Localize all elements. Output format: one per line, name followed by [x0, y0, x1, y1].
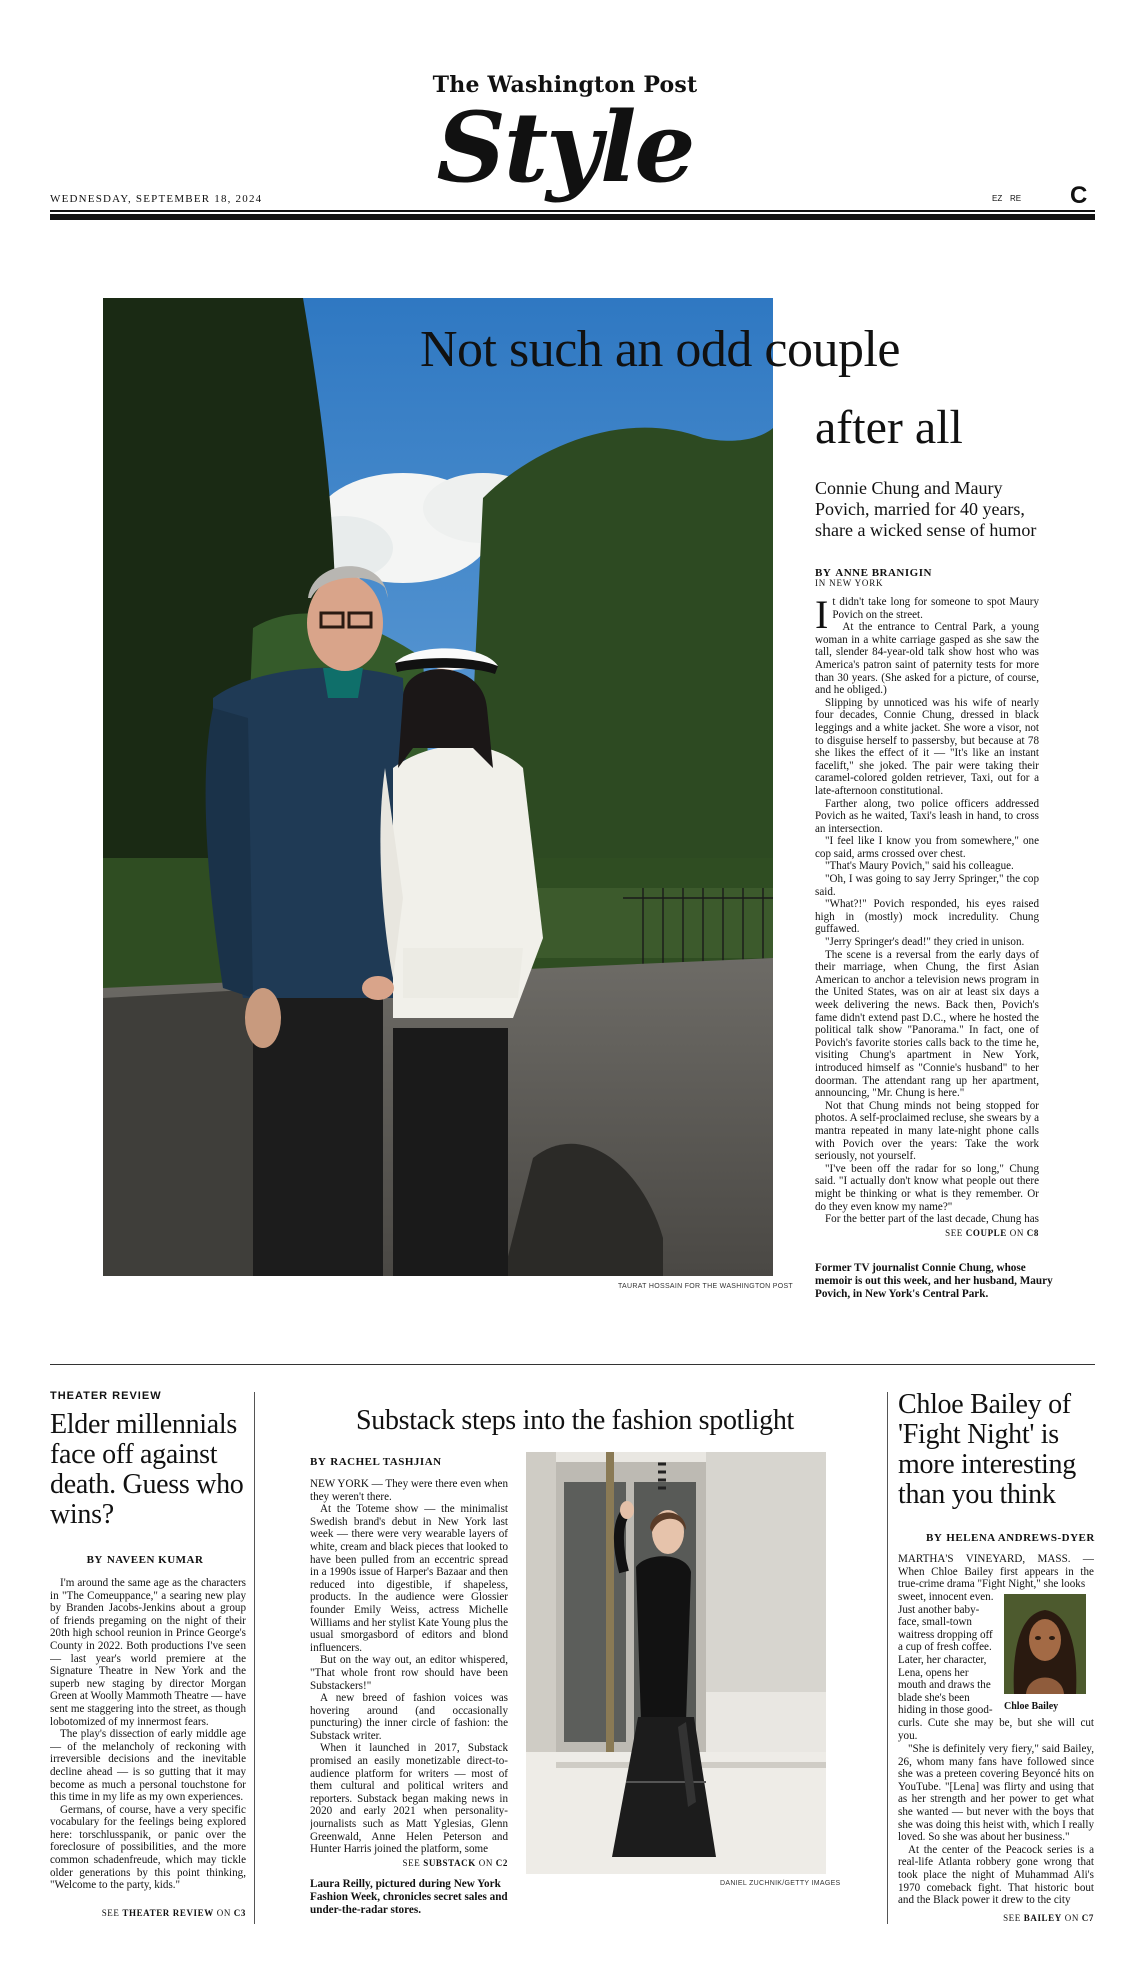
- substack-body: [310, 1478, 508, 1856]
- chloe-lede: MARTHA'S VINEYARD, MASS. — When Chloe Bailey first appears in the true-crime drama "Fight Night," she looks: [898, 1553, 1094, 1591]
- byline-prefix: BY: [815, 567, 832, 579]
- jump-on: ON: [216, 1908, 231, 1918]
- substack-paragraph: But on the way out, an editor whispered, "That whole front row should have been Substackers!": [310, 1654, 508, 1692]
- lead-paragraph: "Jerry Springer's dead!" they cried in unison.: [825, 936, 1025, 949]
- substack-cutline: Laura Reilly, pictured during New York Fashion Week, chronicles secret sales and under-the-radar stores.: [310, 1878, 508, 1916]
- jump-prefix: SEE: [402, 1858, 421, 1868]
- substack-photo-credit: DANIEL ZUCHNIK/GETTY IMAGES: [720, 1880, 841, 1887]
- byline-name: RACHEL TASHJIAN: [330, 1456, 442, 1468]
- section-name: Style: [436, 91, 694, 204]
- edition-code: EZ: [992, 194, 1003, 203]
- byline-name: ANNE BRANIGIN: [835, 567, 932, 579]
- lead-paragraph: For the better part of the last decade, Chung has: [825, 1213, 1039, 1226]
- chloe-headline: Chloe Bailey of 'Fight Night' is more interesting than you think: [898, 1389, 1076, 1510]
- chloe-byline: [926, 1528, 1095, 1546]
- chloe-paragraph: "She is definitely very fiery," said Bailey, 26, whom many fans have followed since she was a preteen covering Beyoncé hits on YouTube. "[Lena] was flirty and using that as her strength and her power to get what she wanted — but never with the boys that she was doing this heist with, which I really loved. So she was about her business.": [898, 1743, 1094, 1844]
- chloe-jump-line[interactable]: [898, 1913, 1094, 1923]
- chloe-photo: [1004, 1594, 1086, 1694]
- lead-paragraph: At the entrance to Central Park, a young woman in a white carriage gasped as she saw the tall, slender 84-year-old talk show host who was America's patron saint of paternity tests for more than 30 years. (She asked for a picture, of course, and he obliged.): [815, 621, 1039, 697]
- lead-byline-location: IN NEW YORK: [815, 578, 884, 588]
- edition-code: RE: [1010, 194, 1022, 203]
- jump-page: C7: [1081, 1913, 1094, 1923]
- jump-ref: THEATER REVIEW: [122, 1908, 214, 1918]
- substack-paragraph: When it launched in 2017, Substack promised an easily monetizable direct-to-audience platform for writers — most of them cultural and political writers and reporters. Substack began making news in 2020 and early 2021 when personality-journalists such as Matt Yglesias, Glenn Greenwald, Anne Helen Peterson and Hunter Harris joined the platform, some: [310, 1742, 508, 1856]
- lead-paragraph: t didn't take long for someone to spot Maury Povich on the street.: [832, 596, 1039, 621]
- lead-photo: [103, 298, 773, 1276]
- lead-paragraph: The scene is a reversal from the early days of their marriage, when Chung, the first Asian American to anchor a television news program in the United States, was on air at least six days a week delivering the news. Back then, Povich's fame didn't extend past D.C., where he hosted the political talk show "Panorama." In fact, one of Povich's favorite stories calls back to the time he, visiting Chung's apartment in New York, introduced himself as "Connie's husband" to her doorman. The attendant rang up her apartment, announcing, "Mr. Chung is here.": [815, 948, 1039, 1100]
- masthead-rule-thick: [50, 214, 1095, 220]
- substack-paragraph: At the Toteme show — the minimalist Swedish brand's debut in New York last week — there were very wearable layers of white, cream and black pieces that looked to have been pulled from an eccentric spread in a 1990s issue of Harper's Bazaar and then reduced into digestible, if shapeless, products. In the audience were Glossier founder Emily Weiss, actress Michelle Williams and her stylist Kate Young plus the usual smorgasbord of editors and blond influencers.: [310, 1503, 508, 1654]
- substack-byline: [310, 1452, 442, 1470]
- lead-paragraph: "I've been off the radar for so long," Chung said. "I actually don't know what people out there might be thinking or what is they remember. Or do they even know my name?": [815, 1162, 1039, 1213]
- dropcap: I: [815, 596, 829, 637]
- lead-cutline: Former TV journalist Connie Chung, whose memoir is out this week, and her husband, Maury Povich, in New York's Central Park.: [815, 1262, 1053, 1300]
- lead-paragraph: Farther along, two police officers addressed Povich as he waited, Taxi's leash in hand, to cross an intersection.: [815, 797, 1039, 835]
- paper-name: The Washington Post: [432, 72, 698, 98]
- column-rule: [254, 1392, 255, 1924]
- chloe-body: [898, 1743, 1094, 1911]
- substack-paragraph: NEW YORK — They were there even when they weren't there.: [310, 1478, 508, 1503]
- section-divider: [50, 1364, 1095, 1365]
- lead-jump-line[interactable]: [815, 1228, 1039, 1238]
- jump-on: ON: [478, 1858, 493, 1868]
- lead-deck: Connie Chung and Maury Povich, married for 40 years, share a wicked sense of humor: [815, 478, 1037, 540]
- jump-on: ON: [1009, 1228, 1024, 1238]
- byline-prefix: BY: [926, 1532, 943, 1544]
- chloe-lede-wrap: sweet, innocent even. Just another baby-face, small-town waitress dropping off a cup of fresh coffee. Later, her character, Lena, opens her mouth and draws the blade she's been hiding in those good-: [898, 1591, 994, 1717]
- theater-body: [50, 1577, 246, 1903]
- masthead-rule: [50, 210, 1095, 212]
- jump-prefix: SEE: [101, 1908, 120, 1918]
- lead-paragraph: Not that Chung minds not being stopped for photos. A self-proclaimed recluse, she swears by a mantra repeated in many late-night phone calls with Povich over the years: Take the work seriously, not yourself.: [815, 1099, 1039, 1163]
- byline-name: NAVEEN KUMAR: [106, 1554, 204, 1566]
- theater-paragraph: Germans, of course, have a very specific vocabulary for the feelings being explored here: torschlusspanik, or panic over the foreclosure of possibilities, and the more common schadenfreude, which may tickle older generations by this point thinking, "Welcome to the party, kids.": [50, 1803, 246, 1892]
- substack-paragraph: A new breed of fashion voices was hovering around (and occasionally puncturing) the inner circle of fashion: the Substack writer.: [310, 1692, 508, 1742]
- theater-kicker: THEATER REVIEW: [50, 1390, 162, 1402]
- jump-ref: SUBSTACK: [423, 1858, 476, 1868]
- byline-prefix: BY: [86, 1554, 103, 1566]
- jump-page: C2: [495, 1858, 508, 1868]
- column-rule: [887, 1392, 888, 1924]
- dateline: WEDNESDAY, SEPTEMBER 18, 2024: [50, 193, 263, 205]
- substack-photo: [526, 1452, 826, 1874]
- theater-paragraph: The play's dissection of early middle age — of the melancholy of reckoning with irreversible decisions and the inevitable decline ahead — is so gutting that it may become as much a personal touchstone for this time in my life as my own experiences.: [50, 1728, 246, 1804]
- chloe-paragraph: At the center of the Peacock series is a real-life Atlanta robbery gone wrong that took place the night of Muhammad Ali's 1970 comeback fight. That historic bout and the Black power it drew to the city: [898, 1843, 1094, 1907]
- section-letter: C: [1070, 182, 1088, 209]
- lead-headline: Not such an odd couple: [420, 321, 901, 378]
- jump-on: ON: [1064, 1913, 1079, 1923]
- lead-paragraph: "What?!" Povich responded, his eyes raised high in (mostly) mock incredulity. Chung guffawed.: [815, 898, 1039, 936]
- lead-headline-continued: after all: [815, 401, 963, 454]
- lead-paragraph: "I feel like I know you from somewhere," one cop said, arms crossed over chest.: [815, 835, 1039, 860]
- lead-body: [815, 596, 1039, 1226]
- theater-headline: Elder millennials face off against death. Guess who wins?: [50, 1409, 244, 1530]
- theater-paragraph: I'm around the same age as the characters in "The Comeuppance," a searing new play by Branden Jacobs-Jenkins about a group of friends pregaming on the night of their 20th high school reunion in Prince George's County in 2022. Both productions I've seen — last year's world premiere at the Signature Theatre in New York and the superb new staging by director Morgan Green at Woolly Mammoth Theatre — have sent me staggering into the street, as though lobotomized of my innermost fears.: [50, 1577, 246, 1728]
- lead-paragraph: Slipping by unnoticed was his wife of nearly four decades, Connie Chung, dressed in black leggings and a white jacket. She wore a visor, not to disguise herself to passersby, but because at 78 she likes the effect of it — "It's like an instant facelift," she joked. The pair were taking their caramel-colored golden retriever, Taxi, out for a late-afternoon constitutional.: [815, 696, 1039, 797]
- jump-page: C3: [233, 1908, 246, 1918]
- lead-paragraph: "Oh, I was going to say Jerry Springer," the cop said.: [815, 873, 1039, 898]
- lead-photo-credit: TAURAT HOSSAIN FOR THE WASHINGTON POST: [618, 1283, 794, 1290]
- chloe-lede-end: curls. Cute she may be, but she will cut you.: [898, 1717, 1094, 1742]
- jump-ref: BAILEY: [1023, 1913, 1062, 1923]
- jump-page: C8: [1026, 1228, 1039, 1238]
- substack-headline: Substack steps into the fashion spotlight: [355, 1405, 794, 1436]
- theater-byline: [50, 1550, 240, 1568]
- theater-jump-line[interactable]: [50, 1908, 246, 1918]
- byline-prefix: BY: [310, 1456, 327, 1468]
- jump-prefix: SEE: [1003, 1913, 1021, 1923]
- lead-paragraph: "That's Maury Povich," said his colleague.: [825, 860, 1014, 873]
- substack-jump-line[interactable]: [310, 1858, 508, 1868]
- jump-prefix: SEE: [945, 1228, 963, 1238]
- chloe-photo-caption: Chloe Bailey: [1004, 1701, 1059, 1712]
- byline-name: HELENA ANDREWS-DYER: [946, 1532, 1095, 1544]
- jump-ref: COUPLE: [965, 1228, 1007, 1238]
